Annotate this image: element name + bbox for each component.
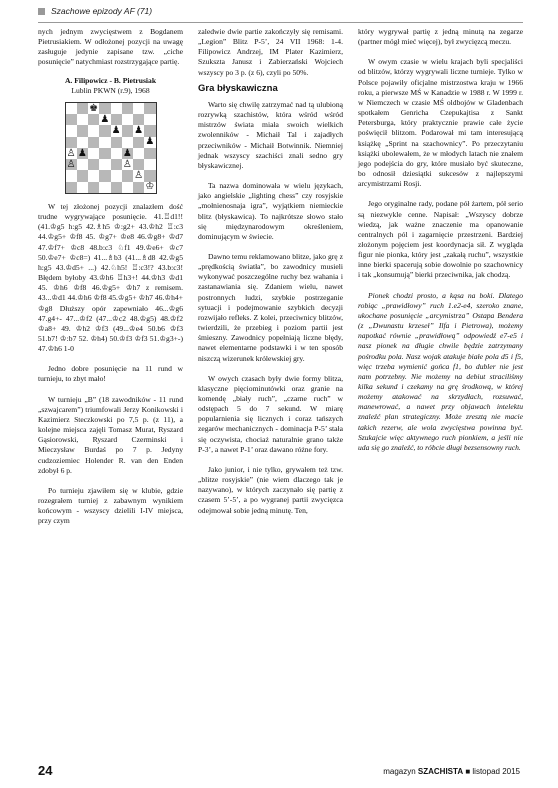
board-square (99, 137, 110, 148)
header-rule (38, 22, 523, 23)
paragraph: Warto się chwilę zatrzymać nad tą ulubioną rozrywką szachistów, która wśród wśród mistrzów świata miała swoich wielkich zwolenników - Michaił Tal i zajadłych przeciwników - Michaił Botwinnik. Niemniej jednak wszyscy szachiści znali sedno gry błyskawicznej. (198, 99, 343, 170)
board-square: ♟ (122, 147, 132, 159)
column-2 (198, 27, 343, 516)
paragraph: W turnieju „B” (18 zawodników - 11 rund „szwajcarem”) triumfowali Jerzy Konikowski i Kazimierz Steczkowski po 7,5 p. (z 11), a kolejne miejsca zajęli Tomasz Murat, Ryszard Gąsiorowski, Ryszard Czerminski i Mieczysław Burdaś po 7 p. Jedyny cudzoziemiec Holender R. van den Enden zdobył 6 p. (38, 394, 183, 475)
paragraph: Jego oryginalne rady, podane pół żartem, pół serio są niezwykle cenne. Napisał: „Wszyscy dobrze wiedzą, jak ważne znaczenie ma opanowanie centralnych pól i zagarnięcie przestrzeni. Bardziej złożonym pojęciem jest koordynacja sił. Z wygląda figur nie pionka, który jest „zakałą ruchu”, wszystkie inne bierki spacerują sobie dowolnie po szachownicy i tak „konsumują” bierki przeciwnika, jak chodzą. (358, 199, 523, 280)
board-square (133, 148, 144, 159)
paragraph: Ta nazwa dominowała w wielu językach, jako angielskie „lighting chess” czy rosyjskie „mołnienosnaja igra”, wyjątkiem niemieckie blitz (błyskawica). To najkrótsze słowo stało się międzynarodowym określeniem, dominującym w świecie. (198, 181, 343, 241)
board-square (111, 148, 122, 159)
board-square (77, 137, 88, 148)
footer-brand (383, 767, 520, 776)
board-square (133, 182, 144, 193)
footer-separator: ■ (465, 767, 471, 776)
board-square (144, 114, 155, 125)
board-square (122, 114, 133, 125)
board-square (133, 159, 144, 170)
board-square (99, 170, 110, 181)
game-place: Lublin PKWN (r.9), 1968 (71, 85, 150, 95)
board-square (77, 170, 88, 181)
board-square (66, 137, 77, 148)
board-square (111, 103, 122, 114)
running-header (38, 6, 152, 16)
header-square-icon (38, 8, 45, 15)
board-square (77, 114, 88, 125)
board-square (133, 114, 144, 125)
paragraph: W owych czasach były dwie formy blitza, klasyczne pięciominutówki oraz granie na komendę „biały ruch”, „czarne ruch” w odstępach 5 do 7 sekund. W miarę popularnienia się licznych i coraz tańszych zegarów mechanicznych - dominacja P-5’ stała się oczywista, chociaż naturalnie grano także P-3’, a nawet P-1’ oraz dawano różne fory. (198, 373, 343, 454)
board-square (122, 103, 133, 114)
board-square (122, 170, 133, 181)
board-square (111, 159, 122, 170)
board-square (66, 182, 77, 193)
board-square (88, 170, 99, 181)
board-square: ♙ (122, 158, 132, 170)
paragraph: Jedno dobre posunięcie na 11 rund w turnieju, to zbyt mało! (38, 364, 183, 384)
board-square (144, 103, 155, 114)
paragraph: zaledwie dwie partie zakończyły się remisami. „Legion” Blitz P-5’, 24 VII 1968: 1-4. Filipowicz Andrzej, IM Plater Kazimierz, Szukszta Janusz i Zabierzański Wojciech wszyscy po 3 p. (z 6), czyli po 50%. (198, 27, 343, 77)
chess-diagram (65, 102, 157, 194)
footer-issue: listopad 2015 (472, 767, 520, 776)
board-square (88, 159, 99, 170)
paragraph: nych jednym zwycięstwem z Bogdanem Pietrusiakiem. W odłożonej pozycji na uwagę zasługuje jedynie zapisane tzw. „ciche posunięcie” natychmiast rozstrzygające partię. (38, 27, 183, 67)
board-square (111, 182, 122, 193)
board-square (77, 125, 88, 136)
board-square (111, 137, 122, 148)
board-square (122, 137, 133, 148)
running-title: Szachowe epizody AF (71) (51, 6, 153, 16)
paragraph: W tej złożonej pozycji znalazłem dość trudne wygrywające posunięcie. 41.♖d1!! (41.♔g5 h:g5 42.♗h5 ♔:g2+ 43.♔h2 ♖:c3 44.♔g5+ ♔f8 45. ♔g7+ ♔e8 46.♔g8+ ♔d7 47.♔f7+ ♔c8 48.b:c3 ♘f1 49.♔e6+ ♔c7 50.♔e7+ ♔c8=) 41...♗b3 (41...♗d8 42.♔g5 h:g5 43.♔d5+ ...) 42.♘h5! ♖:c3!? 43.b:c3! Błędem byłoby 43.♔h6 ♖h3+! 44.♔h3 ♔d1 45. ♔h6 ♔f8 46.♔g5+ ♔h7 z remisem. 43...♔d1 44.♔h6 ♔f8 45.♔g5+ ♔h7 46.♔h4+ ♔g8 Dłuższy opór zapewniało 46...♔g6 47.g4+- 47...♔f2 (47...♔c2 48.♔g5) 48.♔f2 ♔a8+ 49. ♔h2 ♔f3 (49...♔e4 50.b6 ♔f3 51.b7! ♔:b7 52. ♔h4) 50.♔f3 ♔f3 51.♔g3+-) 47.♔h6 1-0 (38, 201, 183, 354)
board-square (111, 114, 122, 125)
footer-magazine-name: SZACHISTA (417, 767, 464, 776)
board-square: ♟ (77, 147, 87, 159)
board-square (77, 103, 88, 114)
board-square (133, 137, 144, 148)
board-square: ♟ (100, 113, 110, 125)
board-square (88, 125, 99, 136)
board-square (66, 114, 77, 125)
board-square (111, 170, 122, 181)
section-title: Gra błyskawiczna (198, 82, 278, 94)
board-square (122, 125, 133, 136)
board-square: ♚ (89, 102, 99, 114)
board-square: ♙ (66, 147, 76, 159)
board-square: ♔ (145, 181, 155, 193)
board-square (66, 125, 77, 136)
board-square (66, 103, 77, 114)
board-square (77, 159, 88, 170)
board-square (99, 103, 110, 114)
board-square (99, 148, 110, 159)
game-header: A. Filipowicz - B. Pietrusiak (64, 75, 157, 85)
board-square (99, 159, 110, 170)
board-square: ♙ (66, 158, 76, 170)
board-square (99, 125, 110, 136)
board-square: ♟ (134, 125, 144, 137)
paragraph: Jako junior, i nie tylko, grywałem też tzw. „blitze rosyjskie” (nie wiem dlaczego tak je nazywano), w których zaczynało się partię z czasem 5’-5’, a po wygranej partii zwycięzca odejmował sobie jedną minutę. Ten, (198, 464, 343, 515)
board-square: ♟ (111, 125, 121, 137)
board-square (88, 182, 99, 193)
paragraph: który wygrywał partię z jedną minutą na zegarze (partner mógł mieć więcej), był zwycięzcą meczu. (358, 27, 523, 47)
board-square (88, 148, 99, 159)
board-square (66, 170, 77, 181)
paragraph: Po turnieju zjawiłem się w klubie, gdzie rozegrałem turniej z zabawnym wynikiem końcowym - wszyscy dzielili I-IV miejsca, przy czym (38, 485, 183, 526)
board-square (144, 159, 155, 170)
paragraph: W owym czasie w wielu krajach byli specjaliści od blitzów, którzy wygrywali liczne turnieje. Tylko w Polsce pojawiły oficjalne mistrzostwa kraju w 1966 roku, a pierwsze MŚ w Kanadzie w 1988 r. W 1999 r. w Niemczech w czasie MŚ oldbojów w Gladenbach spotkałem Genricha Czepukajtisa z Sankt Petersburga, który praktycznie prawie całe życie poświęcił blitzom. Podarował mi tam interesującą książkę „Sprint na szachownicy”. Po przeczytaniu książki ubolewałem, że w młodych latach nie znałem jego podejścia do gry, które musiało być skuteczne, bo odnosił dziesiątki sukcesów z najlepszymi arcymistrzami Rosji. (358, 57, 523, 189)
board-square (122, 182, 133, 193)
page-number: 24 (38, 763, 53, 778)
board-square (99, 182, 110, 193)
board-square (144, 125, 155, 136)
board-square (133, 103, 144, 114)
footer-magazine: magazyn (383, 767, 416, 776)
board-square (88, 137, 99, 148)
board-square (144, 148, 155, 159)
column-1 (38, 27, 183, 526)
board-square (88, 114, 99, 125)
paragraph: Dawno temu reklamowano blitze, jako grę z „prędkością światła”, bo zawodnicy musieli wykonywać poszczególne ruchy bez wahania i zastanawiania się. Zdaniem wielu, nawet postronnych ludzi, szybkie postrzeganie sytuacji i podejmowanie szybkich decyzji rozwijało refleks. Z kolei, przeciwnicy blitzów, twierdzili, że przebieg i poziom partii jest śmieszny. Zawodnicy popełniają liczne błędy, nawet elementarne podstawki i w ten sposób niszczą wizerunek królewskiej gry. (198, 251, 343, 363)
column-3 (358, 27, 523, 453)
board-square: ♙ (134, 170, 144, 182)
board-square (77, 182, 88, 193)
paragraph: Pionek chodzi prosto, a kąsa na boki. Dlatego robiąc „prawidłowy” ruch 1.e2-e4, szeroko znane, ukochane posunięcie „arcymistrza” Ostapa Bendera (z „Dwunastu krzeseł” Ilfa i Pietrowa), możemy napotkać równie „prawidłową” odpowiedź e7-e5 i nasz pionek na długie chwile będzie zatrzymany pośrodku pola. Nasz wojak atakuje białe pola d5 i f5, więc trzeba wymienić gońca f1, bo dubler nie jest nam potrzebny. Nie możemy na debiut straciliśmy kilka sekund i czekamy na grę środkową, w której możemy atakować na skrzydłach, rozsuwać, manewrować, a nawet przy objawach intelektu znaleźć plan strategiczny. Może zresztą nie macie takich rezerw, ale wola zwycięstwa powinna być. Szukajcie więc aktywnego ruch pionkiem, a jeśli nie uda się go znaleźć, to róbcie długi bezsensowny ruch. (358, 290, 523, 452)
board-square: ♟ (145, 136, 155, 148)
board-square (144, 170, 155, 181)
